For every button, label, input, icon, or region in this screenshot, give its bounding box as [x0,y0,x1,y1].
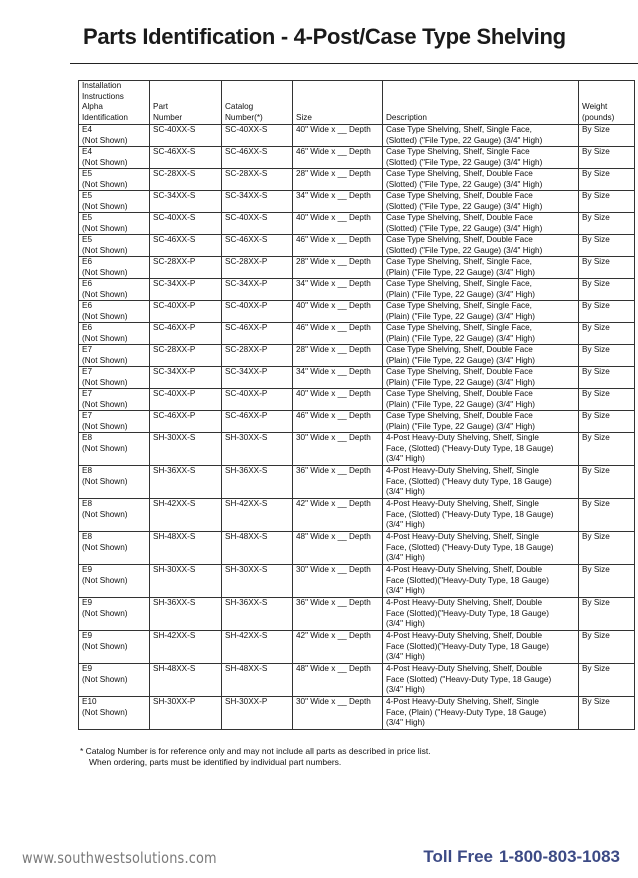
table-row [79,411,635,433]
header-weight: Weight (pounds) [579,81,635,125]
toll-free-label: Toll Free [423,847,494,866]
cell-description: Case Type Shelving, Shelf, Single Face, (Plain) ("File Type, 22 Gauge) (3/4" High) [383,279,579,301]
footer [0,840,638,878]
cell-description: Case Type Shelving, Shelf, Double Face (Plain) ("File Type, 22 Gauge) (3/4" High) [383,389,579,411]
cell-install-id: E5 (Not Shown) [79,235,150,257]
cell-weight: By Size [579,433,635,466]
cell-catalog-number: SC-28XX-S [222,169,293,191]
table-row [79,235,635,257]
cell-weight: By Size [579,598,635,631]
page-title: Parts Identification - 4-Post/Case Type Shelving [83,24,566,49]
table-row [79,664,635,697]
cell-part-number: SH-48XX-S [150,664,222,697]
cell-install-id: E6 (Not Shown) [79,257,150,279]
cell-install-id: E7 (Not Shown) [79,345,150,367]
cell-size: 34" Wide x __ Depth [293,191,383,213]
cell-weight: By Size [579,532,635,565]
cell-part-number: SC-34XX-P [150,367,222,389]
cell-weight: By Size [579,301,635,323]
cell-weight: By Size [579,389,635,411]
cell-description: Case Type Shelving, Shelf, Single Face (Slotted) ("File Type, 22 Gauge) (3/4" High) [383,147,579,169]
cell-part-number: SH-42XX-S [150,499,222,532]
cell-part-number: SC-40XX-S [150,125,222,147]
cell-description: 4-Post Heavy-Duty Shelving, Shelf, Double Face (Slotted) ("Heavy-Duty Type, 18 Gauge) (3/4" High) [383,664,579,697]
table-row [79,147,635,169]
cell-weight: By Size [579,235,635,257]
cell-description: Case Type Shelving, Shelf, Double Face (Plain) ("File Type, 22 Gauge) (3/4" High) [383,345,579,367]
table-row [79,532,635,565]
header-catalog-number: Catalog Number(*) [222,81,293,125]
cell-part-number: SH-48XX-S [150,532,222,565]
table-row [79,367,635,389]
cell-size: 40" Wide x __ Depth [293,301,383,323]
table-row [79,697,635,730]
cell-description: 4-Post Heavy-Duty Shelving, Shelf, Single Face, (Slotted) ("Heavy-Duty Type, 18 Gauge) (3/4" High) [383,499,579,532]
cell-weight: By Size [579,565,635,598]
cell-install-id: E9 (Not Shown) [79,664,150,697]
cell-weight: By Size [579,664,635,697]
table-row [79,213,635,235]
table-row [79,257,635,279]
cell-part-number: SH-30XX-P [150,697,222,730]
cell-description: Case Type Shelving, Shelf, Double Face (Plain) ("File Type, 22 Gauge) (3/4" High) [383,367,579,389]
table-row [79,598,635,631]
cell-weight: By Size [579,279,635,301]
cell-size: 42" Wide x __ Depth [293,499,383,532]
cell-install-id: E8 (Not Shown) [79,466,150,499]
cell-size: 46" Wide x __ Depth [293,235,383,257]
cell-catalog-number: SH-36XX-S [222,598,293,631]
cell-part-number: SH-36XX-S [150,598,222,631]
cell-weight: By Size [579,147,635,169]
cell-part-number: SC-28XX-P [150,257,222,279]
cell-install-id: E6 (Not Shown) [79,279,150,301]
cell-description: Case Type Shelving, Shelf, Single Face, (Plain) ("File Type, 22 Gauge) (3/4" High) [383,257,579,279]
table-row [79,499,635,532]
cell-install-id: E6 (Not Shown) [79,301,150,323]
cell-install-id: E9 (Not Shown) [79,565,150,598]
cell-size: 46" Wide x __ Depth [293,411,383,433]
cell-size: 28" Wide x __ Depth [293,169,383,191]
cell-description: 4-Post Heavy-Duty Shelving, Shelf, Single Face, (Slotted) ("Heavy duty Type, 18 Gauge) (3/4" High) [383,466,579,499]
cell-description: 4-Post Heavy-Duty Shelving, Shelf, Double Face (Slotted)("Heavy-Duty Type, 18 Gauge) (3/4" High) [383,565,579,598]
cell-install-id: E4 (Not Shown) [79,147,150,169]
cell-weight: By Size [579,499,635,532]
cell-catalog-number: SC-40XX-S [222,125,293,147]
cell-catalog-number: SC-40XX-P [222,389,293,411]
table-body [79,125,635,730]
cell-install-id: E10 (Not Shown) [79,697,150,730]
cell-install-id: E9 (Not Shown) [79,631,150,664]
cell-description: Case Type Shelving, Shelf, Double Face (Slotted) ("File Type, 22 Gauge) (3/4" High) [383,191,579,213]
cell-size: 42" Wide x __ Depth [293,631,383,664]
cell-catalog-number: SC-28XX-P [222,345,293,367]
cell-catalog-number: SC-46XX-S [222,235,293,257]
table-row [79,279,635,301]
phone-contact[interactable] [423,847,620,867]
cell-description: Case Type Shelving, Shelf, Double Face (Slotted) ("File Type, 22 Gauge) (3/4" High) [383,235,579,257]
table-header-row [79,81,635,125]
cell-catalog-number: SH-42XX-S [222,499,293,532]
cell-size: 34" Wide x __ Depth [293,279,383,301]
phone-number[interactable]: 1-800-803-1083 [499,847,620,866]
table-row [79,466,635,499]
cell-weight: By Size [579,191,635,213]
cell-part-number: SC-28XX-S [150,169,222,191]
cell-description: 4-Post Heavy-Duty Shelving, Shelf, Single Face, (Plain) ("Heavy-Duty Type, 18 Gauge) (3/4" High) [383,697,579,730]
cell-part-number: SH-42XX-S [150,631,222,664]
cell-catalog-number: SC-34XX-S [222,191,293,213]
cell-catalog-number: SH-48XX-S [222,664,293,697]
cell-part-number: SH-30XX-S [150,433,222,466]
cell-size: 34" Wide x __ Depth [293,367,383,389]
table-row [79,565,635,598]
cell-weight: By Size [579,631,635,664]
footnote [80,746,620,768]
cell-part-number: SC-34XX-P [150,279,222,301]
cell-weight: By Size [579,697,635,730]
website-link[interactable]: www.southwestsolutions.com [22,849,217,867]
cell-install-id: E7 (Not Shown) [79,367,150,389]
cell-size: 30" Wide x __ Depth [293,433,383,466]
cell-catalog-number: SH-30XX-S [222,433,293,466]
cell-catalog-number: SH-30XX-S [222,565,293,598]
cell-weight: By Size [579,125,635,147]
cell-part-number: SC-46XX-S [150,235,222,257]
table-row [79,323,635,345]
cell-weight: By Size [579,323,635,345]
cell-size: 30" Wide x __ Depth [293,565,383,598]
table-row [79,191,635,213]
cell-part-number: SC-34XX-S [150,191,222,213]
cell-size: 48" Wide x __ Depth [293,532,383,565]
cell-catalog-number: SH-42XX-S [222,631,293,664]
cell-part-number: SC-46XX-S [150,147,222,169]
table-row [79,301,635,323]
footnote-line: When ordering, parts must be identified by individual part numbers. [89,757,342,767]
cell-size: 36" Wide x __ Depth [293,598,383,631]
table-row [79,125,635,147]
cell-size: 46" Wide x __ Depth [293,323,383,345]
cell-description: Case Type Shelving, Shelf, Double Face (Plain) ("File Type, 22 Gauge) (3/4" High) [383,411,579,433]
header-size: Size [293,81,383,125]
cell-install-id: E5 (Not Shown) [79,213,150,235]
cell-size: 30" Wide x __ Depth [293,697,383,730]
cell-size: 46" Wide x __ Depth [293,147,383,169]
cell-catalog-number: SC-46XX-P [222,411,293,433]
cell-install-id: E8 (Not Shown) [79,433,150,466]
header-install-id: Installation Instructions Alpha Identification [79,81,150,125]
cell-install-id: E5 (Not Shown) [79,191,150,213]
header-description: Description [383,81,579,125]
table-row [79,169,635,191]
cell-catalog-number: SH-30XX-P [222,697,293,730]
cell-catalog-number: SC-34XX-P [222,367,293,389]
table-row [79,345,635,367]
cell-description: 4-Post Heavy-Duty Shelving, Shelf, Double Face (Slotted)("Heavy-Duty Type, 18 Gauge) (3/4" High) [383,598,579,631]
cell-catalog-number: SC-46XX-P [222,323,293,345]
header-part-number: Part Number [150,81,222,125]
cell-description: 4-Post Heavy-Duty Shelving, Shelf, Single Face, (Slotted) ("Heavy-Duty Type, 18 Gauge) (3/4" High) [383,532,579,565]
cell-part-number: SC-40XX-P [150,389,222,411]
cell-description: Case Type Shelving, Shelf, Double Face (Slotted) ("File Type, 22 Gauge) (3/4" High) [383,213,579,235]
cell-install-id: E4 (Not Shown) [79,125,150,147]
cell-part-number: SC-46XX-P [150,323,222,345]
table-row [79,631,635,664]
cell-catalog-number: SC-40XX-P [222,301,293,323]
cell-size: 48" Wide x __ Depth [293,664,383,697]
cell-install-id: E7 (Not Shown) [79,389,150,411]
cell-description: Case Type Shelving, Shelf, Single Face, (Plain) ("File Type, 22 Gauge) (3/4" High) [383,323,579,345]
cell-part-number: SH-30XX-S [150,565,222,598]
parts-table [78,80,635,730]
cell-install-id: E5 (Not Shown) [79,169,150,191]
cell-part-number: SC-46XX-P [150,411,222,433]
cell-part-number: SC-28XX-P [150,345,222,367]
cell-weight: By Size [579,411,635,433]
cell-description: Case Type Shelving, Shelf, Single Face, (Slotted) ("File Type, 22 Gauge) (3/4" High) [383,125,579,147]
cell-install-id: E8 (Not Shown) [79,532,150,565]
footnote-line: * Catalog Number is for reference only and may not include all parts as described in price list. [80,746,431,756]
cell-weight: By Size [579,213,635,235]
cell-catalog-number: SC-40XX-S [222,213,293,235]
table-row [79,389,635,411]
cell-part-number: SC-40XX-S [150,213,222,235]
title-underline [70,63,638,64]
cell-catalog-number: SC-28XX-P [222,257,293,279]
cell-weight: By Size [579,466,635,499]
cell-description: 4-Post Heavy-Duty Shelving, Shelf, Single Face, (Slotted) ("Heavy-Duty Type, 18 Gauge) (3/4" High) [383,433,579,466]
cell-size: 28" Wide x __ Depth [293,257,383,279]
cell-size: 40" Wide x __ Depth [293,389,383,411]
cell-size: 40" Wide x __ Depth [293,125,383,147]
cell-install-id: E8 (Not Shown) [79,499,150,532]
cell-catalog-number: SC-46XX-S [222,147,293,169]
cell-catalog-number: SH-48XX-S [222,532,293,565]
cell-install-id: E9 (Not Shown) [79,598,150,631]
cell-weight: By Size [579,345,635,367]
cell-weight: By Size [579,367,635,389]
cell-size: 36" Wide x __ Depth [293,466,383,499]
cell-description: Case Type Shelving, Shelf, Single Face, (Plain) ("File Type, 22 Gauge) (3/4" High) [383,301,579,323]
cell-size: 28" Wide x __ Depth [293,345,383,367]
cell-part-number: SC-40XX-P [150,301,222,323]
cell-size: 40" Wide x __ Depth [293,213,383,235]
cell-install-id: E6 (Not Shown) [79,323,150,345]
cell-part-number: SH-36XX-S [150,466,222,499]
cell-weight: By Size [579,169,635,191]
cell-description: 4-Post Heavy-Duty Shelving, Shelf, Double Face (Slotted)("Heavy-Duty Type, 18 Gauge) (3/4" High) [383,631,579,664]
cell-weight: By Size [579,257,635,279]
table-row [79,433,635,466]
cell-catalog-number: SC-34XX-P [222,279,293,301]
cell-install-id: E7 (Not Shown) [79,411,150,433]
cell-catalog-number: SH-36XX-S [222,466,293,499]
cell-description: Case Type Shelving, Shelf, Double Face (Slotted) ("File Type, 22 Gauge) (3/4" High) [383,169,579,191]
